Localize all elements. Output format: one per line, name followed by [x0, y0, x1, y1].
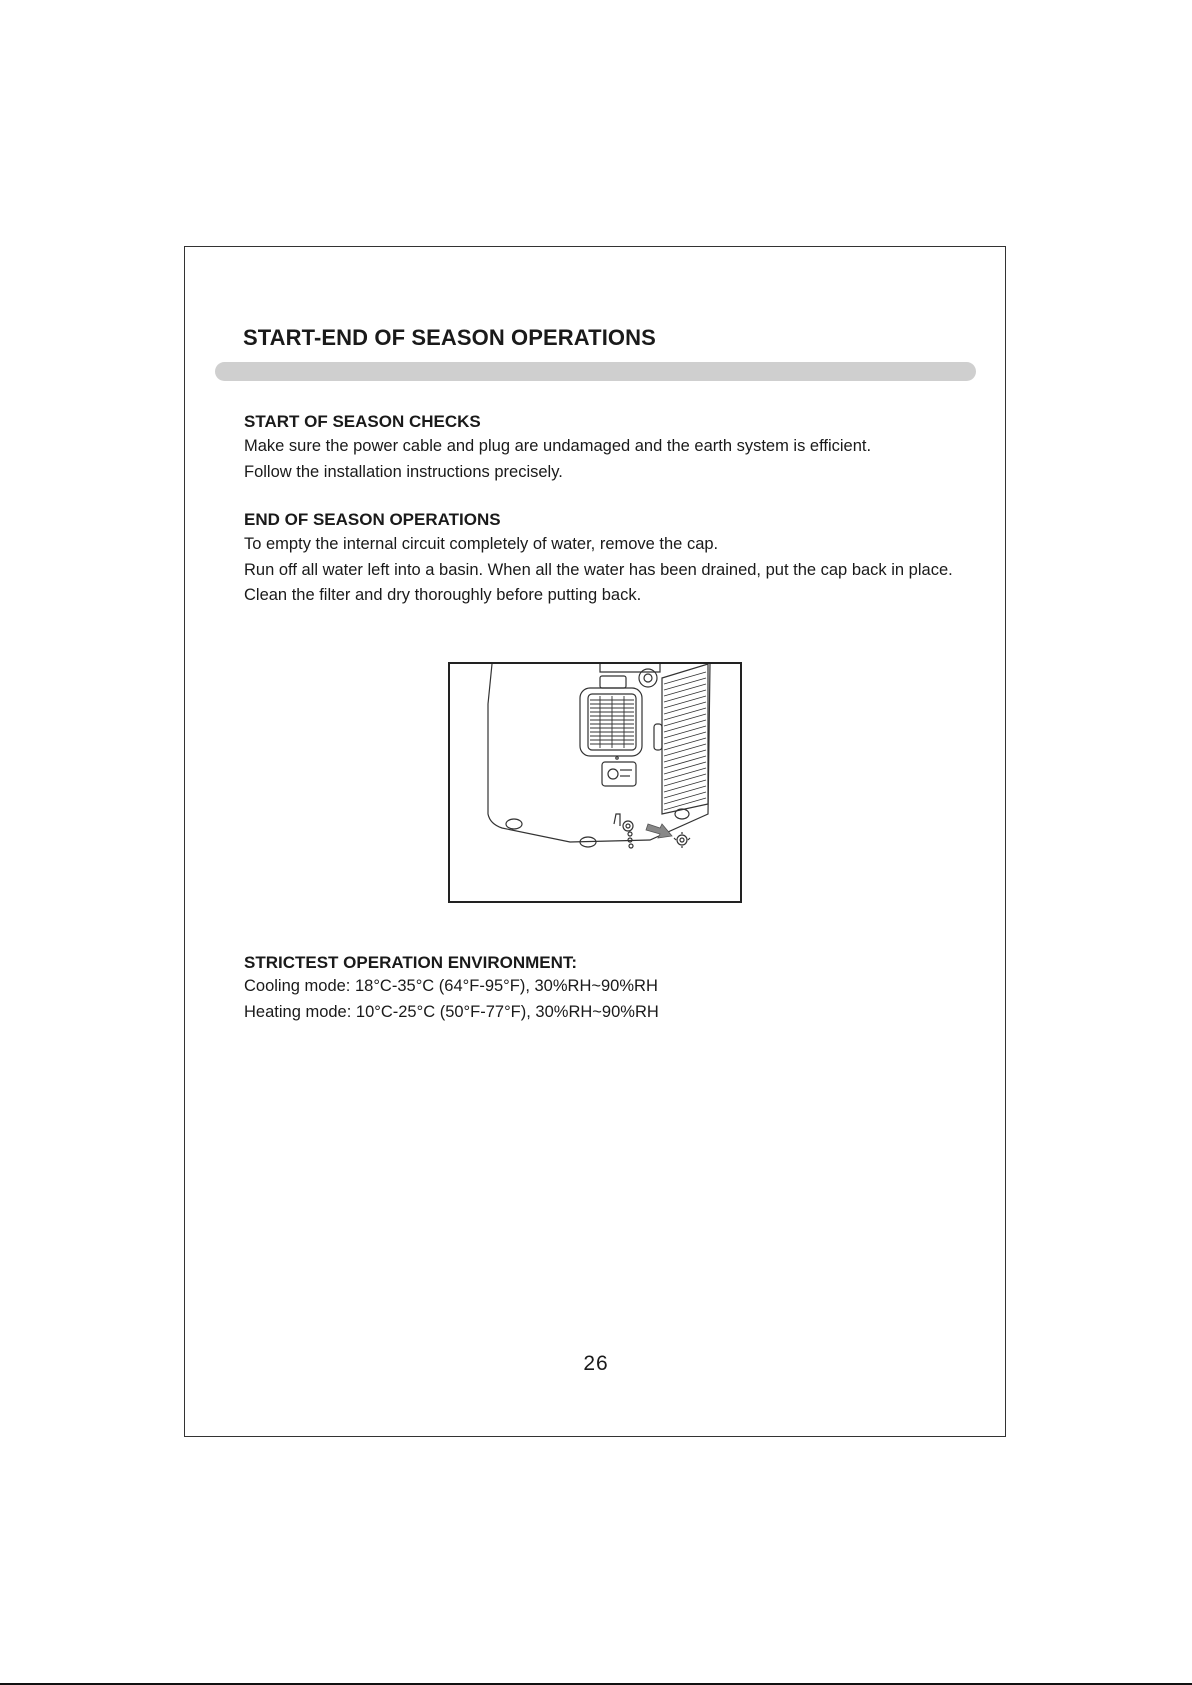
heating-mode-line: Heating mode: 10°C-25°C (50°F-77°F), 30%RH~90%RH — [244, 1003, 659, 1021]
page-title: START-END OF SEASON OPERATIONS — [243, 325, 656, 350]
end-operation-line-2: Run off all water left into a basin. When all the water has been drained, put the cap back in place. — [244, 561, 953, 579]
end-of-season-heading: END OF SEASON OPERATIONS — [244, 510, 501, 529]
operation-environment-heading: STRICTEST OPERATION ENVIRONMENT: — [244, 953, 578, 972]
start-of-season-heading: START OF SEASON CHECKS — [244, 412, 481, 431]
end-operation-line-1: To empty the internal circuit completely of water, remove the cap. — [244, 535, 719, 553]
air-conditioner-drain-cap-illustration-icon — [450, 664, 740, 901]
page-number: 26 — [583, 1352, 609, 1375]
title-underline-bar — [215, 362, 976, 381]
drain-cap-figure — [448, 662, 742, 903]
cooling-mode-line: Cooling mode: 18°C-35°C (64°F-95°F), 30%RH~90%RH — [244, 977, 658, 995]
start-check-line-2: Follow the installation instructions precisely. — [244, 463, 563, 481]
start-check-line-1: Make sure the power cable and plug are undamaged and the earth system is efficient. — [244, 437, 872, 455]
end-operation-line-3: Clean the filter and dry thoroughly before putting back. — [244, 586, 642, 604]
